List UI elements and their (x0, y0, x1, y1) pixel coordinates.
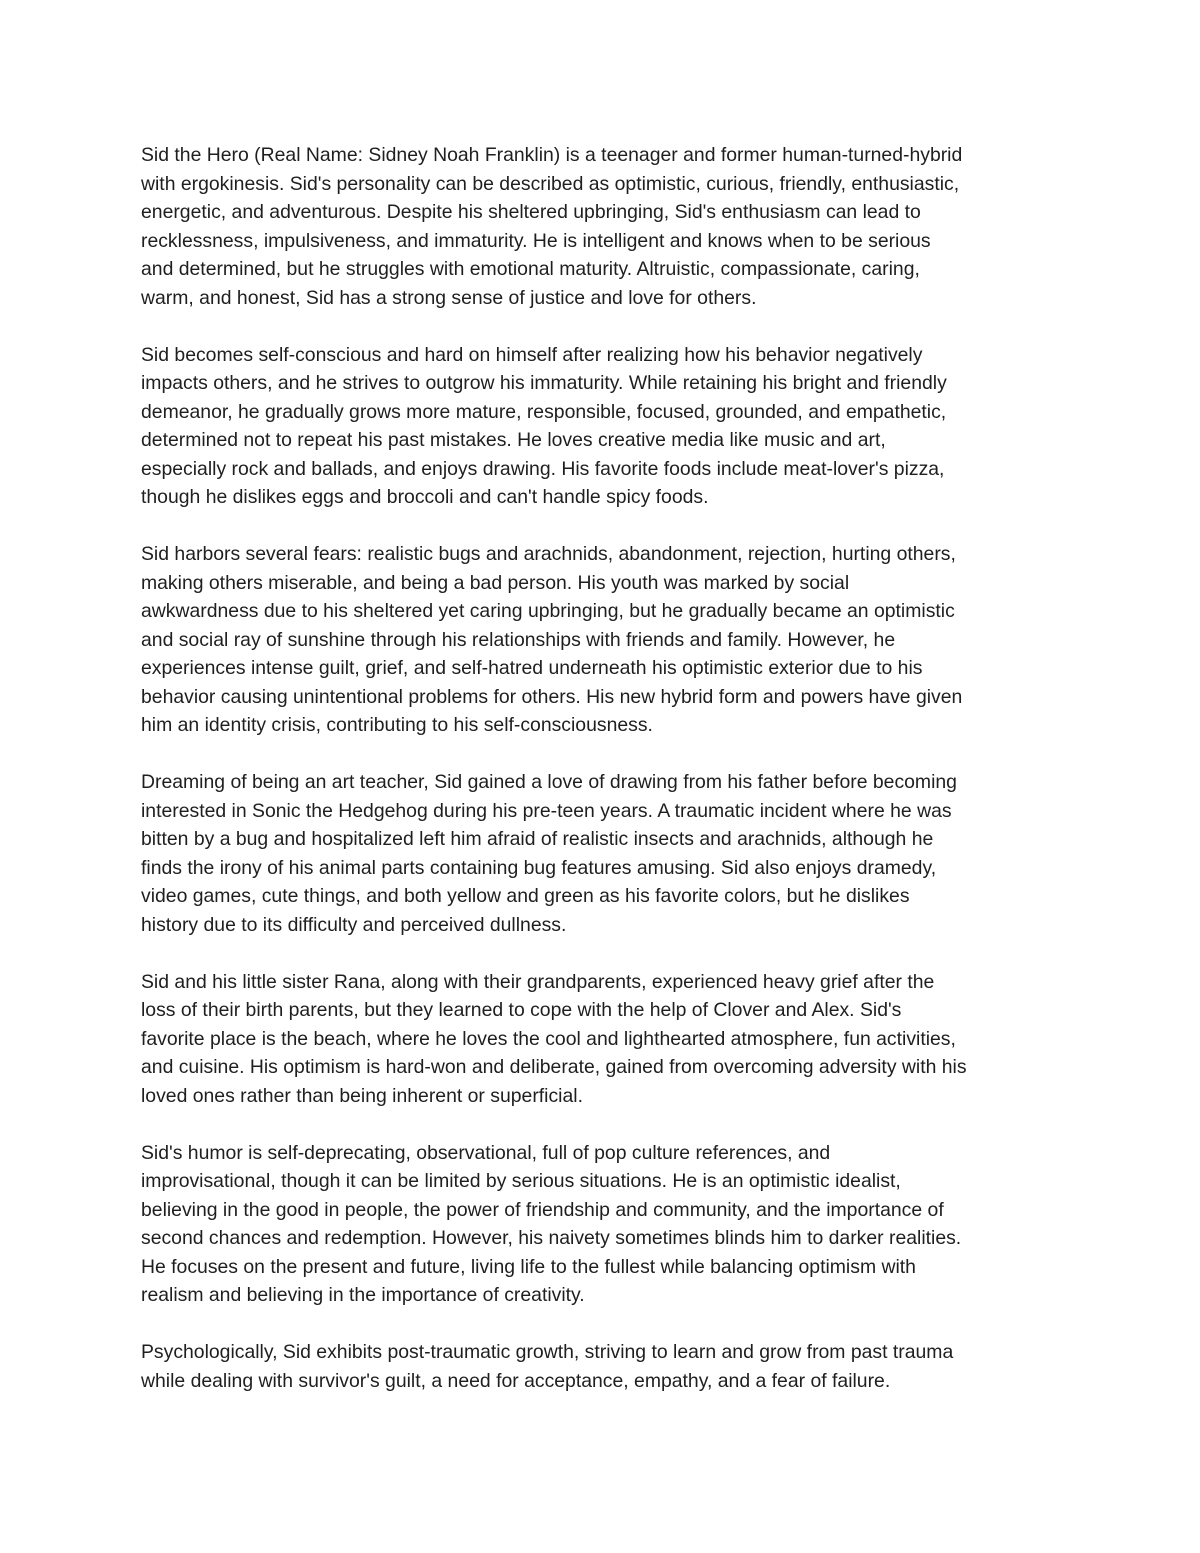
text-line: loss of their birth parents, but they learned to cope with the help of Clover and Alex. Sid's (141, 999, 902, 1021)
paragraph-4 (141, 768, 1071, 939)
text-line: He focuses on the present and future, living life to the fullest while balancing optimism with (141, 1255, 916, 1278)
text-line: and social ray of sunshine through his relationships with friends and family. However, he (141, 628, 896, 651)
text-line: Sid and his little sister Rana, along with their grandparents, experienced heavy grief after the (141, 970, 935, 993)
text-line: Sid's humor is self-deprecating, observational, full of pop culture references, and (141, 1141, 831, 1164)
text-line: finds the irony of his animal parts containing bug features amusing. Sid also enjoys dramedy, (141, 856, 937, 879)
text-line: making others miserable, and being a bad person. His youth was marked by social (141, 571, 850, 594)
paragraph-5 (141, 968, 1071, 1111)
text-line: recklessness, impulsiveness, and immaturity. He is intelligent and knows when to be serious (141, 229, 931, 252)
text-line: warm, and honest, Sid has a strong sense of justice and love for others. (141, 286, 757, 309)
text-line: demeanor, he gradually grows more mature, responsible, focused, grounded, and empathetic, (141, 400, 947, 423)
paragraph-6 (141, 1139, 1071, 1310)
text-line: impacts others, and he strives to outgrow his immaturity. While retaining his bright and friendly (141, 372, 947, 394)
text-line: favorite place is the beach, where he loves the cool and lighthearted atmosphere, fun activities, (141, 1027, 956, 1050)
text-line: loved ones rather than being inherent or superficial. (141, 1084, 583, 1107)
text-line: Sid the Hero (Real Name: Sidney Noah Franklin) is a teenager and former human-turned-hybrid (141, 144, 963, 166)
text-line: believing in the good in people, the power of friendship and community, and the importance of (141, 1198, 944, 1221)
text-line: Sid harbors several fears: realistic bugs and arachnids, abandonment, rejection, hurting others, (141, 543, 956, 565)
text-line: second chances and redemption. However, his naivety sometimes blinds him to darker realities. (141, 1227, 962, 1249)
paragraph-7 (141, 1338, 1071, 1395)
text-line: history due to its difficulty and perceived dullness. (141, 913, 567, 936)
text-line: improvisational, though it can be limited by serious situations. He is an optimistic idealist, (141, 1170, 901, 1192)
text-line: with ergokinesis. Sid's personality can be described as optimistic, curious, friendly, enthusiastic, (141, 172, 960, 195)
text-line: Psychologically, Sid exhibits post-traumatic growth, striving to learn and grow from past trauma (141, 1341, 954, 1363)
text-line: him an identity crisis, contributing to his self-consciousness. (141, 714, 653, 736)
text-line: and cuisine. His optimism is hard-won and deliberate, gained from overcoming adversity with his (141, 1056, 967, 1078)
text-line: interested in Sonic the Hedgehog during his pre-teen years. A traumatic incident where he was (141, 799, 952, 822)
text-line: though he dislikes eggs and broccoli and can't handle spicy foods. (141, 486, 709, 508)
text-line: while dealing with survivor's guilt, a need for acceptance, empathy, and a fear of failure. (141, 1369, 891, 1392)
text-line: video games, cute things, and both yellow and green as his favorite colors, but he dislikes (141, 885, 910, 907)
paragraph-2 (141, 341, 1071, 512)
text-line: especially rock and ballads, and enjoys drawing. His favorite foods include meat-lover's pizza, (141, 457, 945, 480)
text-line: energetic, and adventurous. Despite his sheltered upbringing, Sid's enthusiasm can lead to (141, 201, 921, 223)
text-line: experiences intense guilt, grief, and self-hatred underneath his optimistic exterior due to his (141, 657, 923, 679)
paragraph-3 (141, 540, 1071, 740)
text-line: determined not to repeat his past mistakes. He loves creative media like music and art, (141, 429, 886, 451)
text-line: Dreaming of being an art teacher, Sid gained a love of drawing from his father before becoming (141, 771, 957, 793)
text-line: and determined, but he struggles with emotional maturity. Altruistic, compassionate, caring, (141, 258, 920, 280)
text-line: awkwardness due to his sheltered yet caring upbringing, but he gradually became an optimistic (141, 600, 955, 622)
text-line: behavior causing unintentional problems for others. His new hybrid form and powers have given (141, 685, 963, 708)
paragraph-1 (141, 141, 1071, 312)
text-line: realism and believing in the importance of creativity. (141, 1284, 585, 1306)
text-line: Sid becomes self-conscious and hard on himself after realizing how his behavior negatively (141, 343, 923, 366)
document-body (141, 141, 1071, 1424)
text-line: bitten by a bug and hospitalized left him afraid of realistic insects and arachnids, although he (141, 828, 934, 850)
